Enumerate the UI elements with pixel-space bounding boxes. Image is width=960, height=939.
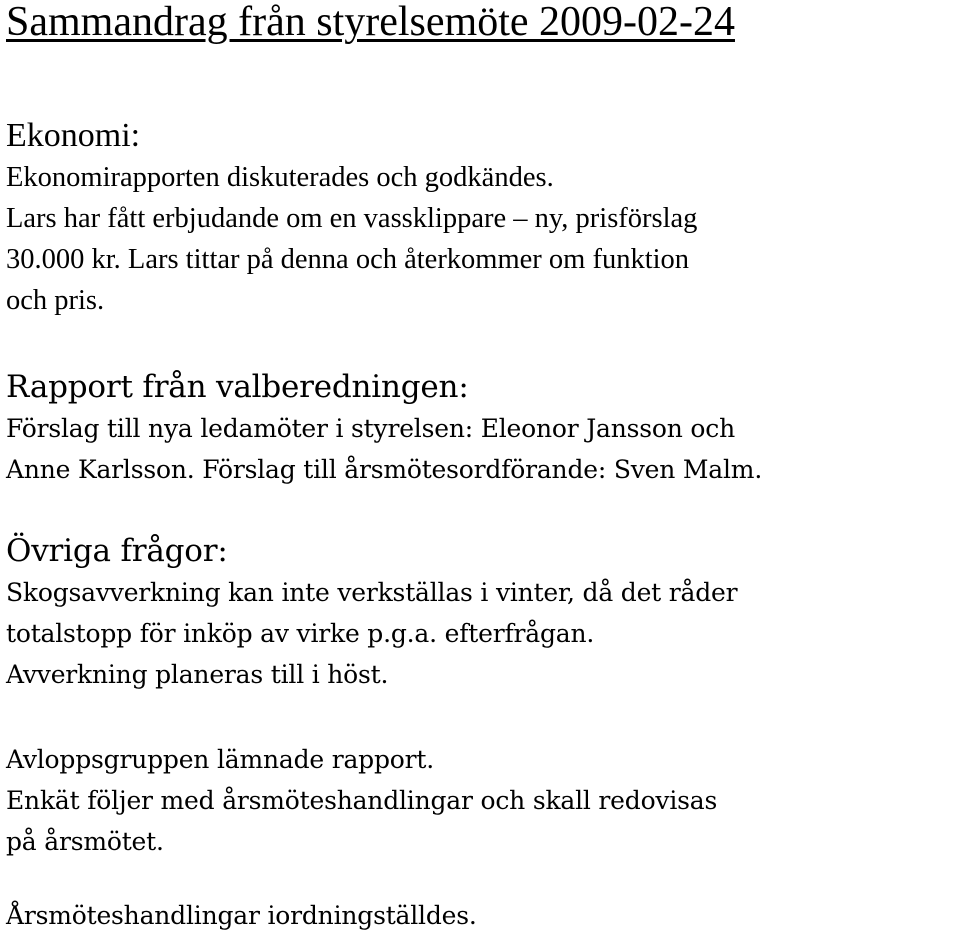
paragraph-line: totalstopp för inköp av virke p.g.a. efterfrågan. bbox=[6, 619, 595, 648]
paragraph-line: Skogsavverkning kan inte verkställas i vinter, då det råder bbox=[6, 578, 738, 607]
paragraph-line: 30.000 kr. Lars tittar på denna och återkommer om funktion bbox=[6, 244, 690, 275]
section-ovriga-fragor bbox=[6, 530, 737, 695]
paragraph-line: på årsmötet. bbox=[6, 827, 164, 856]
section-heading-ekonomi: Ekonomi: bbox=[6, 117, 141, 154]
section-ekonomi bbox=[6, 115, 697, 321]
section-heading-valberedning: Rapport från valberedningen: bbox=[6, 369, 469, 405]
paragraph-line: Lars har fått erbjudande om en vassklippare – ny, prisförslag bbox=[6, 203, 698, 234]
section-arsmote bbox=[6, 895, 477, 936]
paragraph-line: Årsmöteshandlingar iordningställdes. bbox=[6, 901, 477, 930]
paragraph-line: Avloppsgruppen lämnade rapport. bbox=[6, 745, 434, 774]
paragraph-line: Avverkning planeras till i höst. bbox=[6, 660, 389, 689]
paragraph-line: Anne Karlsson. Förslag till årsmötesordförande: Sven Malm. bbox=[6, 455, 763, 484]
paragraph-line: och pris. bbox=[6, 285, 105, 316]
paragraph-line: Förslag till nya ledamöter i styrelsen: Eleonor Jansson och bbox=[6, 414, 735, 443]
paragraph-line: Ekonomirapporten diskuterades och godkändes. bbox=[6, 162, 554, 193]
document-page bbox=[6, 0, 956, 930]
section-avlopp bbox=[6, 739, 717, 862]
paragraph-line: Enkät följer med årsmöteshandlingar och skall redovisas bbox=[6, 786, 718, 815]
section-heading-ovriga-fragor: Övriga frågor: bbox=[6, 533, 228, 569]
section-valberedning bbox=[6, 366, 762, 490]
document-title: Sammandrag från styrelsemöte 2009-02-24 bbox=[6, 0, 735, 45]
